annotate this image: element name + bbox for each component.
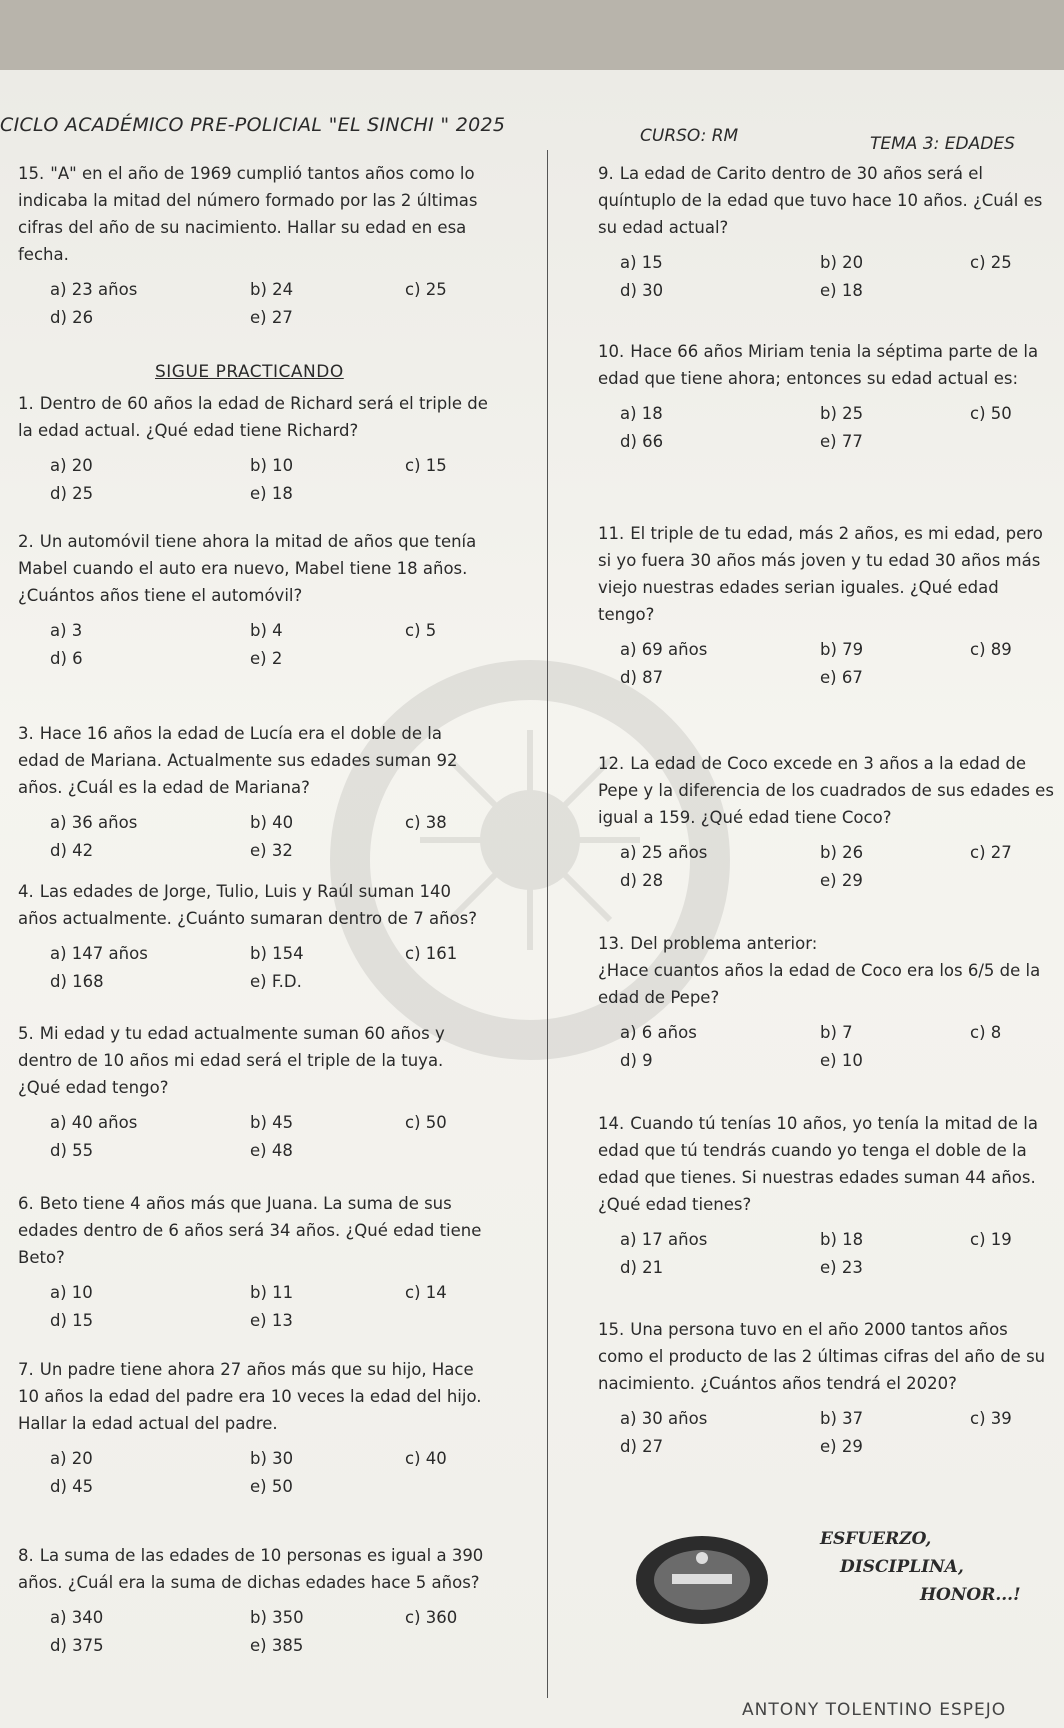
answer-option[interactable]: a) 40 años	[50, 1113, 138, 1132]
question-number: 3.	[18, 724, 34, 743]
answer-option[interactable]: e) 29	[820, 871, 863, 890]
answer-option[interactable]: b) 11	[250, 1283, 294, 1302]
answer-option[interactable]: b) 7	[820, 1023, 853, 1042]
sigue-practicando-heading: SIGUE PRACTICANDO	[155, 362, 344, 382]
answer-options	[580, 253, 1060, 313]
answer-options	[0, 456, 500, 516]
answer-option[interactable]: d) 28	[620, 871, 664, 890]
answer-option[interactable]: c) 25	[970, 253, 1012, 272]
answer-option[interactable]: d) 45	[50, 1477, 94, 1496]
left-question-7	[0, 1190, 500, 1343]
right-question-1	[580, 160, 1060, 313]
question-number: 12.	[598, 754, 625, 773]
motto-line-3: HONOR...!	[920, 1585, 1021, 1605]
question-number: 15.	[18, 164, 45, 183]
answer-options	[580, 1409, 1060, 1469]
answer-options	[580, 640, 1060, 700]
answer-option[interactable]: a) 17 años	[620, 1230, 708, 1249]
question-text	[580, 520, 1056, 628]
answer-option[interactable]: e) 2	[250, 649, 283, 668]
question-statement: Dentro de 60 años la edad de Richard será el triple de la edad actual. ¿Qué edad tiene Richard?	[18, 394, 488, 440]
cycle-title: CICLO ACADÉMICO PRE-POLICIAL "EL SINCHI " 2025	[0, 114, 506, 136]
answer-option[interactable]: d) 375	[50, 1636, 104, 1655]
question-number: 4.	[18, 882, 34, 901]
answer-option[interactable]: b) 40	[250, 813, 294, 832]
question-text	[0, 1356, 488, 1437]
question-text	[0, 390, 488, 444]
answer-options	[580, 1230, 1060, 1290]
answer-option[interactable]: a) 340	[50, 1608, 104, 1627]
answer-option[interactable]: e) 48	[250, 1141, 293, 1160]
answer-option[interactable]: d) 21	[620, 1258, 664, 1277]
answer-options	[0, 621, 500, 681]
question-number: 15.	[598, 1320, 625, 1339]
answer-option[interactable]: b) 24	[250, 280, 294, 299]
answer-option[interactable]: c) 38	[405, 813, 447, 832]
question-statement: Beto tiene 4 años más que Juana. La suma de sus edades dentro de 6 años será 34 años. ¿Qué edad tiene Beto?	[18, 1194, 482, 1267]
answer-option[interactable]: d) 55	[50, 1141, 94, 1160]
question-number: 9.	[598, 164, 614, 183]
left-question-9	[0, 1542, 500, 1668]
answer-option[interactable]: e) 23	[820, 1258, 863, 1277]
answer-option[interactable]: c) 360	[405, 1608, 458, 1627]
answer-option[interactable]: a) 18	[620, 404, 663, 423]
column-divider	[547, 150, 548, 1698]
answer-options	[0, 1608, 500, 1668]
right-question-4	[580, 750, 1060, 903]
question-statement: Una persona tuvo en el año 2000 tantos años como el producto de las 2 últimas cifras del año de su nacimiento. ¿Cuántos años tendrá el 2020?	[598, 1320, 1046, 1393]
course-label: CURSO: RM	[640, 126, 739, 146]
question-text	[0, 528, 488, 609]
author-footer: ANTONY TOLENTINO ESPEJO	[742, 1700, 1007, 1720]
left-question-1	[0, 160, 500, 340]
question-text	[0, 878, 488, 932]
answer-option[interactable]: b) 25	[820, 404, 864, 423]
answer-option[interactable]: a) 36 años	[50, 813, 138, 832]
answer-option[interactable]: a) 6 años	[620, 1023, 697, 1042]
left-question-8	[0, 1356, 500, 1509]
answer-option[interactable]: c) 14	[405, 1283, 447, 1302]
answer-option[interactable]: c) 8	[970, 1023, 1002, 1042]
question-number: 6.	[18, 1194, 34, 1213]
answer-option[interactable]: a) 147 años	[50, 944, 148, 963]
question-number: 2.	[18, 532, 34, 551]
question-statement: "A" en el año de 1969 cumplió tantos años como lo indicaba la mitad del número formado por las 2 últimas cifras del año de su nacimiento. Hallar su edad en esa fecha.	[18, 164, 478, 264]
answer-option[interactable]: b) 154	[250, 944, 304, 963]
left-question-4	[0, 720, 500, 873]
answer-option[interactable]: a) 3	[50, 621, 83, 640]
answer-option[interactable]: c) 40	[405, 1449, 447, 1468]
answer-option[interactable]: a) 30 años	[620, 1409, 708, 1428]
answer-option[interactable]: e) 77	[820, 432, 863, 451]
answer-option[interactable]: d) 42	[50, 841, 94, 860]
question-number: 8.	[18, 1546, 34, 1565]
question-statement: Del problema anterior: ¿Hace cuantos años la edad de Coco era los 6/5 de la edad de Pepe?	[598, 934, 1041, 1007]
sinchi-emblem-icon	[632, 1530, 772, 1630]
question-text	[580, 338, 1056, 392]
answer-option[interactable]: e) 18	[250, 484, 293, 503]
right-question-3	[580, 520, 1060, 700]
question-text	[580, 1316, 1056, 1397]
question-text	[0, 1190, 488, 1271]
question-text	[0, 160, 488, 268]
answer-option[interactable]: b) 45	[250, 1113, 294, 1132]
question-number: 5.	[18, 1024, 34, 1043]
question-statement: Un padre tiene ahora 27 años más que su hijo, Hace 10 años la edad del padre era 10 veces la edad del hijo. Hallar la edad actual del padre.	[18, 1360, 482, 1433]
question-statement: Las edades de Jorge, Tulio, Luis y Raúl suman 140 años actualmente. ¿Cuánto sumaran dentro de 7 años?	[18, 882, 477, 928]
right-question-2	[580, 338, 1060, 464]
question-number: 10.	[598, 342, 625, 361]
answer-option[interactable]: c) 15	[405, 456, 447, 475]
answer-option[interactable]: d) 168	[50, 972, 104, 991]
question-number: 1.	[18, 394, 34, 413]
question-statement: La suma de las edades de 10 personas es igual a 390 años. ¿Cuál era la suma de dichas edades hace 5 años?	[18, 1546, 484, 1592]
answer-option[interactable]: d) 25	[50, 484, 94, 503]
answer-option[interactable]: d) 9	[620, 1051, 653, 1070]
answer-option[interactable]: a) 69 años	[620, 640, 708, 659]
answer-option[interactable]: a) 20	[50, 1449, 93, 1468]
question-statement: Mi edad y tu edad actualmente suman 60 años y dentro de 10 años mi edad será el triple de la tuya. ¿Qué edad tengo?	[18, 1024, 445, 1097]
right-question-6	[580, 1110, 1060, 1290]
answer-option[interactable]: a) 23 años	[50, 280, 138, 299]
answer-options	[580, 404, 1060, 464]
answer-option[interactable]: c) 25	[405, 280, 447, 299]
question-statement: Cuando tú tenías 10 años, yo tenía la mitad de la edad que tú tendrás cuando yo tenga el doble de la edad que tienes. Si nuestras edades suman 44 años. ¿Qué edad tienes?	[598, 1114, 1038, 1214]
answer-option[interactable]: e) 50	[250, 1477, 293, 1496]
answer-option[interactable]: d) 15	[50, 1311, 94, 1330]
answer-option[interactable]: c) 89	[970, 640, 1012, 659]
motto-line-1: ESFUERZO,	[820, 1529, 932, 1549]
question-number: 14.	[598, 1114, 625, 1133]
answer-option[interactable]: b) 18	[820, 1230, 864, 1249]
question-text	[0, 720, 488, 801]
question-text	[580, 930, 1056, 1011]
right-question-5	[580, 930, 1060, 1083]
answer-option[interactable]: c) 27	[970, 843, 1012, 862]
question-statement: La edad de Coco excede en 3 años a la edad de Pepe y la diferencia de los cuadrados de sus edades es igual a 159. ¿Qué edad tiene Coco?	[598, 754, 1054, 827]
answer-option[interactable]: c) 50	[970, 404, 1012, 423]
answer-option[interactable]: b) 26	[820, 843, 864, 862]
answer-option[interactable]: a) 10	[50, 1283, 93, 1302]
question-text	[580, 750, 1056, 831]
answer-option[interactable]: b) 37	[820, 1409, 864, 1428]
question-statement: Hace 66 años Miriam tenia la séptima parte de la edad que tiene ahora; entonces su edad actual es:	[598, 342, 1039, 388]
answer-options	[0, 1113, 500, 1173]
answer-option[interactable]: e) 385	[250, 1636, 304, 1655]
header	[0, 112, 1064, 152]
answer-option[interactable]: d) 26	[50, 308, 94, 327]
motto	[820, 1525, 1021, 1609]
answer-option[interactable]: b) 350	[250, 1608, 304, 1627]
answer-option[interactable]: b) 79	[820, 640, 864, 659]
question-text	[0, 1542, 488, 1596]
left-question-6	[0, 1020, 500, 1173]
answer-option[interactable]: e) 32	[250, 841, 293, 860]
answer-option[interactable]: a) 15	[620, 253, 663, 272]
answer-option[interactable]: d) 87	[620, 668, 664, 687]
answer-option[interactable]: e) 18	[820, 281, 863, 300]
question-statement: El triple de tu edad, más 2 años, es mi edad, pero si yo fuera 30 años más joven y tu edad 30 años más viejo nuestras edades serian iguales. ¿Qué edad tengo?	[598, 524, 1043, 624]
answer-option[interactable]: c) 5	[405, 621, 437, 640]
answer-option[interactable]: e) 10	[820, 1051, 863, 1070]
answer-options	[0, 280, 500, 340]
answer-option[interactable]: b) 30	[250, 1449, 294, 1468]
answer-option[interactable]: e) 27	[250, 308, 293, 327]
answer-option[interactable]: d) 6	[50, 649, 83, 668]
question-text	[580, 1110, 1056, 1218]
left-question-3	[0, 528, 500, 681]
answer-options	[0, 813, 500, 873]
answer-option[interactable]: c) 50	[405, 1113, 447, 1132]
answer-option[interactable]: e) F.D.	[250, 972, 302, 991]
topic-label: TEMA 3: EDADES	[870, 134, 1015, 154]
answer-option[interactable]: e) 29	[820, 1437, 863, 1456]
answer-options	[0, 1449, 500, 1509]
left-question-2	[0, 390, 500, 516]
answer-option[interactable]: b) 20	[820, 253, 864, 272]
answer-option[interactable]: c) 39	[970, 1409, 1012, 1428]
question-statement: La edad de Carito dentro de 30 años será el quíntuplo de la edad que tuvo hace 10 años. ¿Cuál es su edad actual?	[598, 164, 1043, 237]
question-number: 13.	[598, 934, 625, 953]
answer-option[interactable]: a) 25 años	[620, 843, 708, 862]
answer-option[interactable]: a) 20	[50, 456, 93, 475]
answer-option[interactable]: e) 67	[820, 668, 863, 687]
answer-option[interactable]: d) 27	[620, 1437, 664, 1456]
answer-option[interactable]: c) 161	[405, 944, 458, 963]
motto-line-2: DISCIPLINA,	[840, 1557, 964, 1577]
answer-options	[0, 944, 500, 1004]
question-number: 7.	[18, 1360, 34, 1379]
answer-option[interactable]: d) 66	[620, 432, 664, 451]
question-statement: Hace 16 años la edad de Lucía era el doble de la edad de Mariana. Actualmente sus edades suman 92 años. ¿Cuál es la edad de Mariana?	[18, 724, 458, 797]
left-question-5	[0, 878, 500, 1004]
answer-options	[580, 843, 1060, 903]
question-number: 11.	[598, 524, 625, 543]
question-statement: Un automóvil tiene ahora la mitad de años que tenía Mabel cuando el auto era nuevo, Mabel tiene 18 años. ¿Cuántos años tiene el automóvil?	[18, 532, 477, 605]
answer-options	[580, 1023, 1060, 1083]
answer-option[interactable]: c) 19	[970, 1230, 1012, 1249]
answer-options	[0, 1283, 500, 1343]
answer-option[interactable]: d) 30	[620, 281, 664, 300]
question-text	[580, 160, 1056, 241]
answer-option[interactable]: b) 10	[250, 456, 294, 475]
right-question-7	[580, 1316, 1060, 1469]
answer-option[interactable]: e) 13	[250, 1311, 293, 1330]
question-text	[0, 1020, 488, 1101]
answer-option[interactable]: b) 4	[250, 621, 283, 640]
